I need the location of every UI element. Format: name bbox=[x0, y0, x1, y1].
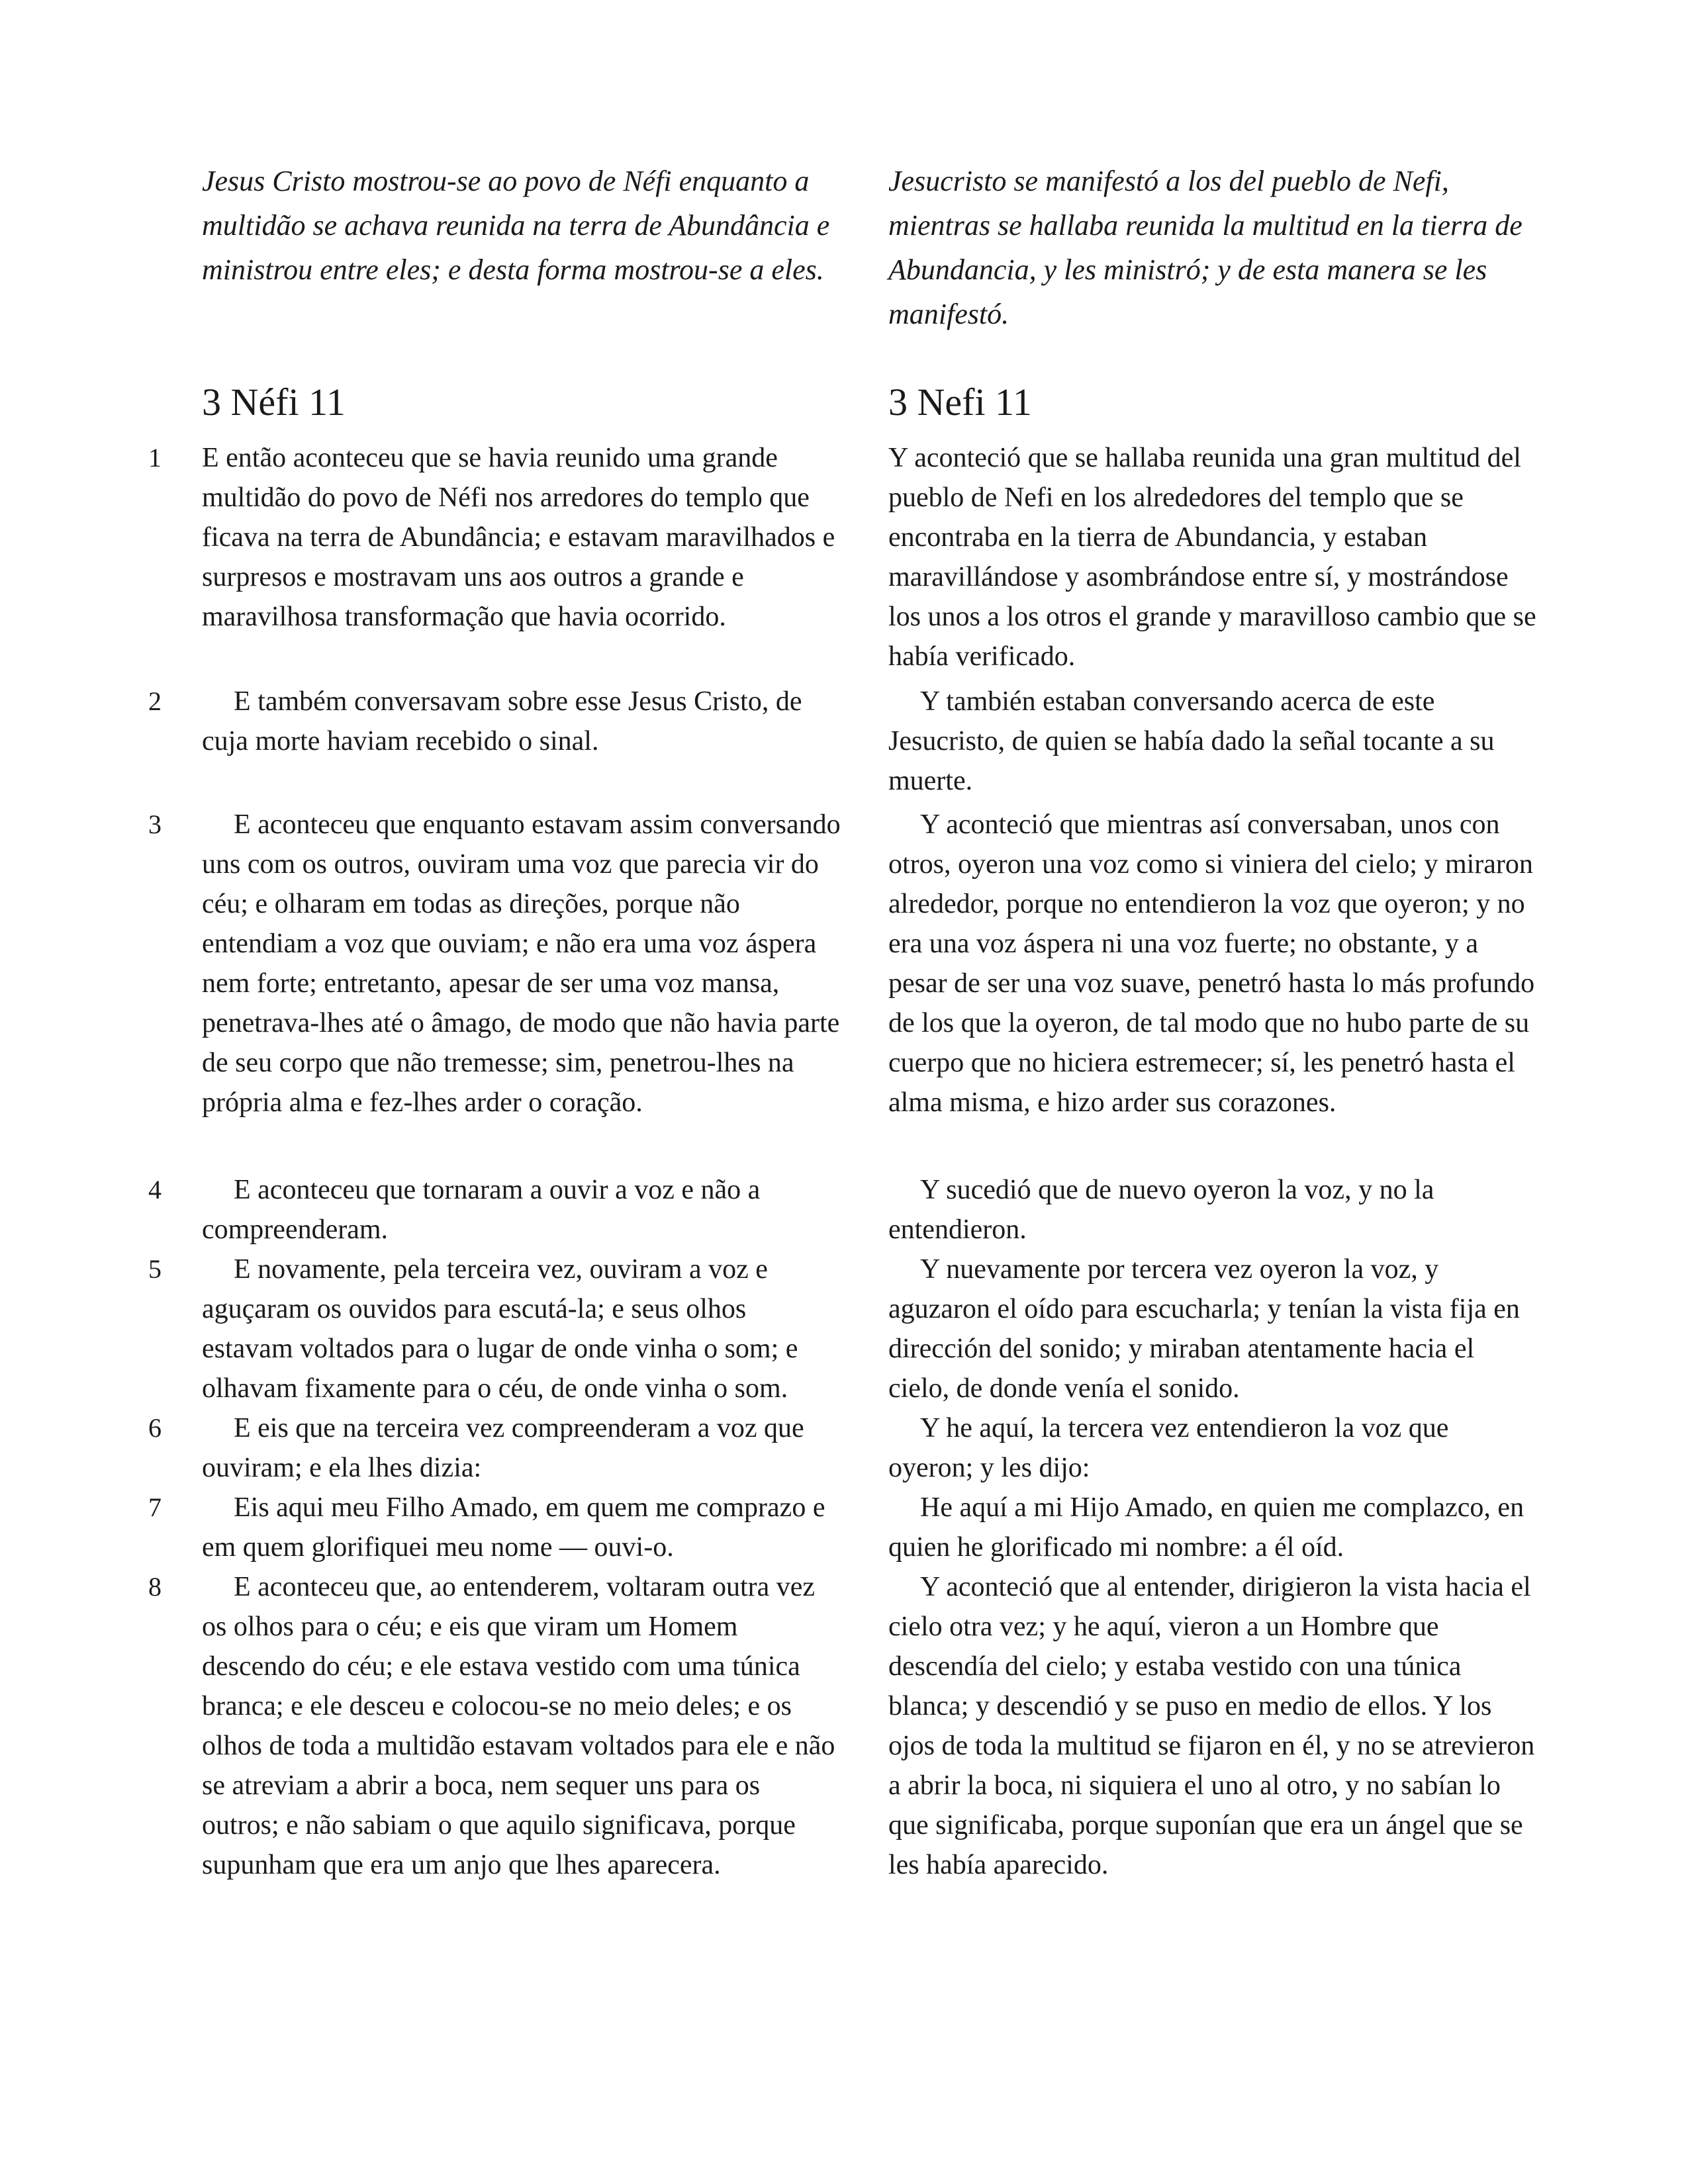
verse-text-pt: E então aconteceu que se havia reunido uma grande multidão do povo de Néfi nos arredores do templo que ficava na terra de Abundância; e estavam maravilhados e surpresos e mostravam uns aos outros a grande e maravilhosa transformação que havia ocorrido. bbox=[202, 443, 835, 632]
verse-text-es: Y aconteció que mientras así conversaban, unos con otros, oyeron una voz como si viniera del cielo; y miraron alrededor, porque no entendieron la voz que oyeron; y no era una voz áspera ni una voz fuerte; no obstante, y a pesar de ser una voz suave, penetró hasta lo más profundo de los que la oyeron, de tal modo que no hubo parte de su cuerpo que no hiciera estremecer; sí, les penetró hasta el alma misma, e hizo arder sus corazones. bbox=[888, 809, 1535, 1118]
verse-text-es: Y también estaban conversando acerca de este Jesucristo, de quien se había dado la señal tocante a su muerte. bbox=[888, 686, 1495, 796]
verse-text-pt: E novamente, pela terceira vez, ouviram a voz e aguçaram os ouvidos para escutá-la; e seus olhos estavam voltados para o lugar de onde vinha o som; e olhavam fixamente para o céu, de onde vinha o som. bbox=[202, 1254, 798, 1404]
intro-pt: Jesus Cristo mostrou-se ao povo de Néfi enquanto a multidão se achava reunida na terra de Abundância e ministrou entre eles; e desta forma mostrou-se a eles. bbox=[202, 165, 830, 286]
verse-text-pt: E aconteceu que, ao entenderem, voltaram outra vez os olhos para o céu; e eis que viram um Homem descendo do céu; e ele estava vestido com uma túnica branca; e ele desceu e colocou-se no meio deles; e os olhos de toda a multidão estavam voltados para ele e não se atreviam a abrir a boca, nem sequer uns para os outros; e não sabiam o que aquilo significava, porque supunham que era um anjo que lhes aparecera. bbox=[202, 1572, 835, 1880]
chapter-heading-es: 3 Nefi 11 bbox=[888, 381, 1032, 424]
verse-text-es: Y aconteció que se hallaba reunida una gran multitud del pueblo de Nefi en los alrededores del templo que se encontraba en la tierra de Abundancia, y estaban maravillándose y asombrándose entre sí, y mostrándose los unos a los otros el grande y maravilloso cambio que se había verificado. bbox=[888, 443, 1536, 672]
verse-text-pt: E aconteceu que enquanto estavam assim conversando uns com os outros, ouviram uma voz que parecia vir do céu; e olharam em todas as direções, porque não entendiam a voz que ouviam; e não era uma voz áspera nem forte; entretanto, apesar de ser uma voz mansa, penetrava-lhes até o âmago, de modo que não havia parte de seu corpo que não tremesse; sim, penetrou-lhes na própria alma e fez-lhes arder o coração. bbox=[202, 809, 841, 1118]
verse-text-es: He aquí a mi Hijo Amado, en quien me complazco, en quien he glorificado mi nombre: a él oíd. bbox=[888, 1492, 1524, 1563]
verse-text-es: Y he aquí, la tercera vez entendieron la voz que oyeron; y les dijo: bbox=[888, 1413, 1449, 1483]
verse-text-es: Y sucedió que de nuevo oyeron la voz, y no la entendieron. bbox=[888, 1175, 1434, 1245]
verse-number: 6 bbox=[148, 1413, 162, 1443]
verse-text-pt: E aconteceu que tornaram a ouvir a voz e não a compreenderam. bbox=[202, 1175, 761, 1245]
intro-es: Jesucristo se manifestó a los del pueblo de Nefi, mientras se hallaba reunida la multitud en la tierra de Abundancia, y les ministró; y de esta manera se les manifestó. bbox=[888, 165, 1523, 330]
verse-number: 7 bbox=[148, 1492, 162, 1522]
chapter-heading-pt: 3 Néfi 11 bbox=[202, 381, 346, 424]
verse-number: 2 bbox=[148, 686, 162, 716]
verse-number: 3 bbox=[148, 809, 162, 839]
verse-text-es: Y aconteció que al entender, dirigieron la vista hacia el cielo otra vez; y he aquí, vieron a un Hombre que descendía del cielo; y estaba vestido con una túnica blanca; y descendió y se puso en medio de ellos. Y los ojos de toda la multitud se fijaron en él, y no se atrevieron a abrir la boca, ni siquiera el uno al otro, y no sabían lo que significaba, porque suponían que era un ángel que se les había aparecido. bbox=[888, 1572, 1535, 1880]
verse-text-pt: E também conversavam sobre esse Jesus Cristo, de cuja morte haviam recebido o sinal. bbox=[202, 686, 802, 756]
verse-number: 8 bbox=[148, 1572, 162, 1602]
verse-text-pt: E eis que na terceira vez compreenderam a voz que ouviram; e ela lhes dizia: bbox=[202, 1413, 804, 1483]
verse-number: 1 bbox=[148, 443, 162, 473]
verse-text-pt: Eis aqui meu Filho Amado, em quem me comprazo e em quem glorifiquei meu nome — ouvi-o. bbox=[202, 1492, 825, 1563]
verse-number: 5 bbox=[148, 1254, 162, 1284]
verse-number: 4 bbox=[148, 1175, 162, 1205]
verse-text-es: Y nuevamente por tercera vez oyeron la voz, y aguzaron el oído para escucharla; y tenían la vista fija en dirección del sonido; y miraban atentamente hacia el cielo, de donde venía el sonido. bbox=[888, 1254, 1520, 1404]
